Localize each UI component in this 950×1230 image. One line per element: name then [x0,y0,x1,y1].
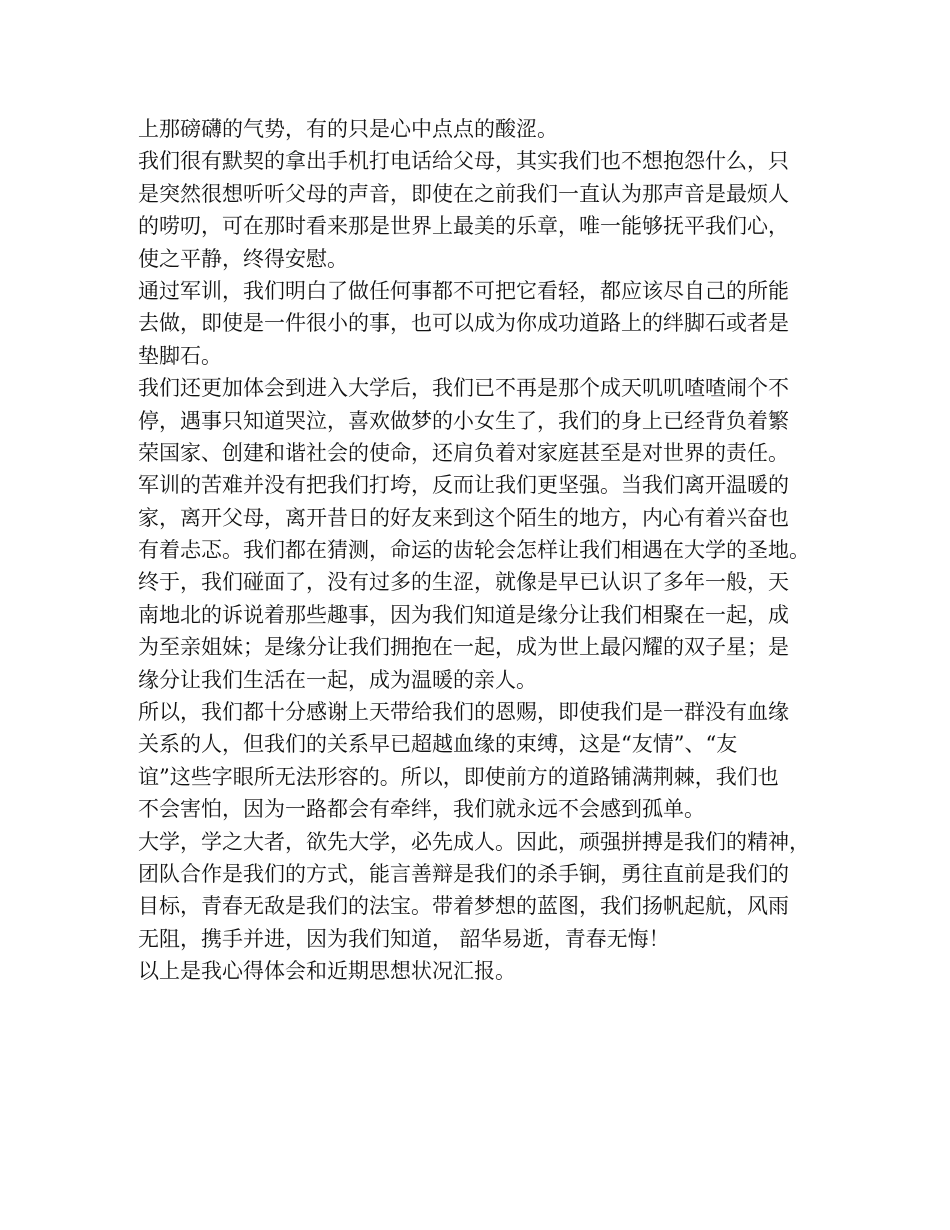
text-line: 谊”这些字眼所无法形容的。所以，即使前方的道路铺满荆棘，我们也 [138,764,779,789]
text-line: 荣国家、创建和谐社会的使命，还肩负着对家庭甚至是对世界的责任。 [138,440,789,465]
text-line: 的唠叨，可在那时看来那是世界上最美的乐章，唯一能够抚平我们心， [138,214,789,239]
text-line: 有着忐忑。我们都在猜测，命运的齿轮会怎样让我们相遇在大学的圣地。 [138,538,810,563]
text-line: 南地北的诉说着那些趣事，因为我们知道是缘分让我们相聚在一起，成 [138,602,789,627]
text-line: 是突然很想听听父母的声音，即使在之前我们一直认为那声音是最烦人 [138,181,789,206]
text-line: 关系的人，但我们的关系早已超越血缘的束缚，这是“友情”、“友 [138,732,738,757]
text-line: 以上是我心得体会和近期思想状况汇报。 [138,959,516,984]
text-line: 家，离开父母，离开昔日的好友来到这个陌生的地方，内心有着兴奋也 [138,505,789,530]
text-line: 所以，我们都十分感谢上天带给我们的恩赐，即使我们是一群没有血缘 [138,700,789,725]
text-line: 目标，青春无敌是我们的法宝。带着梦想的蓝图，我们扬帆起航，风雨 [138,894,789,919]
text-line: 无阻，携手并进，因为我们知道， 韶华易逝，青春无悔！ [138,926,670,951]
text-line: 停，遇事只知道哭泣，喜欢做梦的小女生了，我们的身上已经背负着繁 [138,408,789,433]
text-line: 团队合作是我们的方式，能言善辩是我们的杀手锏，勇往直前是我们的 [138,861,789,886]
text-line: 终于，我们碰面了，没有过多的生涩，就像是早已认识了多年一般，天 [138,570,789,595]
text-line: 通过军训，我们明白了做任何事都不可把它看轻，都应该尽自己的所能 [138,278,789,303]
text-line: 为至亲姐妹；是缘分让我们拥抱在一起，成为世上最闪耀的双子星；是 [138,635,789,660]
text-line: 上那磅礴的气势，有的只是心中点点的酸涩。 [138,117,558,141]
text-line: 我们很有默契的拿出手机打电话给父母，其实我们也不想抱怨什么，只 [138,149,789,174]
text-line: 垫脚石。 [138,343,222,368]
document-body [138,113,828,988]
text-line: 军训的苦难并没有把我们打垮，反而让我们更坚强。当我们离开温暖的 [138,473,789,498]
text-line: 去做，即使是一件很小的事，也可以成为你成功道路上的绊脚石或者是 [138,311,789,336]
text-line: 大学，学之大者，欲先大学，必先成人。因此，顽强拼搏是我们的精神， [138,829,810,854]
text-line: 使之平静，终得安慰。 [138,246,348,271]
text-line: 不会害怕，因为一路都会有牵绊，我们就永远不会感到孤单。 [138,797,705,822]
text-line: 缘分让我们生活在一起，成为温暖的亲人。 [138,667,537,692]
text-line: 我们还更加体会到进入大学后，我们已不再是那个成天叽叽喳喳闹个不 [138,376,789,401]
